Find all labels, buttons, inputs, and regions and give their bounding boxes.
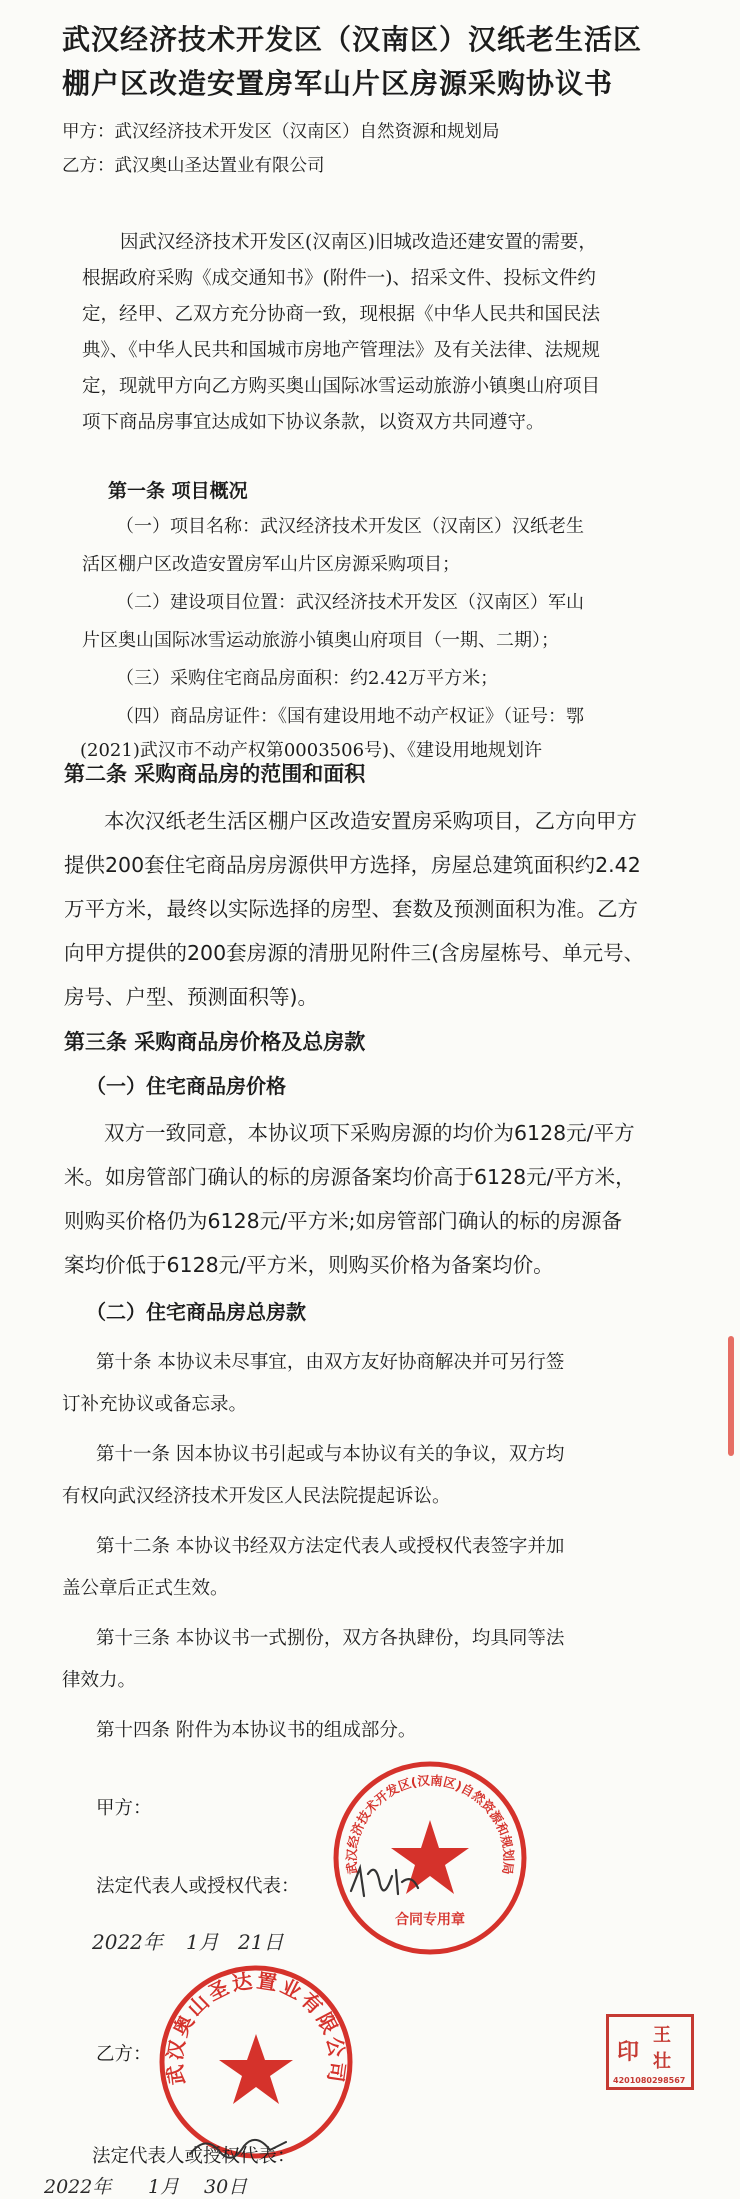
intro-line: 典》、《中华人民共和国城市房地产管理法》及有关法律、法规规 — [82, 340, 601, 361]
art1-cut-line: (2021)武汉市不动产权第0003506号)、《建设用地规划许 — [80, 740, 543, 761]
art10-line: 第十条 本协议未尽事宜，由双方友好协商解决并可另行签 — [96, 1352, 565, 1373]
art3-line: 案均价低于6128元/平方米，则购买价格为备案均价。 — [64, 1253, 554, 1277]
art11-line: 第十一条 因本协议书引起或与本协议有关的争议，双方均 — [96, 1444, 565, 1465]
date-a-year: 2022年 — [92, 1930, 163, 1954]
art2-line: 向甲方提供的200套房源的清册见附件三(含房屋栋号、单元号、 — [64, 941, 645, 965]
art10-line: 订补充协议或备忘录。 — [62, 1394, 248, 1415]
date-a-month: 1月 — [186, 1930, 219, 1954]
date-b-month: 1月 — [148, 2176, 180, 2198]
sig-a-label: 甲方： — [96, 1798, 152, 1819]
art3-line: 则购买价格仍为6128元/平方米;如房管部门确认的标的房源备 — [64, 1209, 622, 1233]
intro-line: 项下商品房事宜达成如下协议条款，以资双方共同遵守。 — [82, 412, 545, 433]
art13-line: 第十三条 本协议书一式捌份，双方各执肆份，均具同等法 — [96, 1628, 565, 1649]
sig-rep-label-a: 法定代表人或授权代表： — [96, 1876, 300, 1897]
art3-heading: 第三条 采购商品房价格及总房款 — [64, 1030, 366, 1054]
art3-line: 米。如房管部门确认的标的房源备案均价高于6128元/平方米， — [64, 1165, 636, 1189]
seal-a-text: 武汉经济技术开发区(汉南区)自然资源和规划局 — [343, 1772, 517, 1876]
party-a: 甲方：武汉经济技术开发区（汉南区）自然资源和规划局 — [62, 122, 500, 142]
art12-line: 第十二条 本协议书经双方法定代表人或授权代表签字并加 — [96, 1536, 565, 1557]
edge-seal-fragment — [728, 1336, 734, 1456]
art1-line: （一）项目名称：武汉经济技术开发区（汉南区）汉纸老生 — [116, 516, 584, 537]
seal-a-bottom: 合同专用章 — [395, 1912, 465, 1928]
party-b: 乙方：武汉奥山圣达置业有限公司 — [62, 156, 325, 176]
art14-line: 第十四条 附件为本协议书的组成部分。 — [96, 1720, 417, 1741]
handwritten-signature-a — [346, 1856, 426, 1906]
art12-line: 盖公章后正式生效。 — [62, 1578, 229, 1599]
art2-line: 本次汉纸老生活区棚户区改造安置房采购项目，乙方向甲方 — [104, 809, 637, 833]
sig-rep-label-b: 法定代表人或授权代表： — [92, 2146, 296, 2167]
art2-heading: 第二条 采购商品房的范围和面积 — [64, 762, 366, 786]
intro-line: 因武汉经济技术开发区(汉南区)旧城改造还建安置的需要， — [120, 232, 597, 253]
art2-line: 万平方米，最终以实际选择的房型、套数及预测面积为准。乙方 — [64, 897, 638, 921]
art2-line: 房号、户型、预测面积等)。 — [64, 985, 318, 1009]
seal-b-text: 武汉奥山圣达置业有限公司 — [162, 1968, 350, 2087]
art1-heading: 第一条 项目概况 — [108, 480, 248, 502]
personal-stamp: 印 王 壮 4201080298567 — [606, 2014, 694, 2090]
title-line-2: 棚户区改造安置房军山片区房源采购协议书 — [62, 67, 614, 100]
art1-line: （四）商品房证件：《国有建设用地不动产权证》（证号：鄂 — [116, 706, 584, 727]
art2-line: 提供200套住宅商品房房源供甲方选择，房屋总建筑面积约2.42 — [64, 853, 641, 877]
title-line-1: 武汉经济技术开发区（汉南区）汉纸老生活区 — [62, 23, 643, 56]
art13-line: 律效力。 — [62, 1670, 137, 1691]
date-b-day: 30日 — [204, 2176, 248, 2198]
art3-line: 双方一致同意，本协议项下采购房源的均价为6128元/平方 — [104, 1121, 635, 1145]
sig-b-label: 乙方： — [96, 2044, 152, 2065]
intro-line: 定，经甲、乙双方充分协商一致，现根据《中华人民共和国民法 — [82, 304, 601, 325]
date-b-year: 2022年 — [44, 2176, 112, 2198]
intro-line: 定，现就甲方向乙方购买奥山国际冰雪运动旅游小镇奥山府项目 — [82, 376, 601, 397]
art1-line: （二）建设项目位置：武汉经济技术开发区（汉南区）军山 — [116, 592, 584, 613]
handwritten-signature-b — [186, 2128, 296, 2168]
date-a-day: 21日 — [238, 1930, 284, 1954]
art1-line: 片区奥山国际冰雪运动旅游小镇奥山府项目（一期、二期）； — [82, 630, 559, 651]
art3-subheading-2: （二）住宅商品房总房款 — [86, 1300, 306, 1324]
art3-subheading-1: （一）住宅商品房价格 — [86, 1074, 286, 1098]
art11-line: 有权向武汉经济技术开发区人民法院提起诉讼。 — [62, 1486, 451, 1507]
art1-line: 活区棚户区改造安置房军山片区房源采购项目； — [82, 554, 460, 575]
intro-line: 根据政府采购《成交通知书》(附件一)、招采文件、投标文件约 — [82, 268, 596, 289]
art1-line: （三）采购住宅商品房面积：约2.42万平方米； — [116, 668, 499, 689]
